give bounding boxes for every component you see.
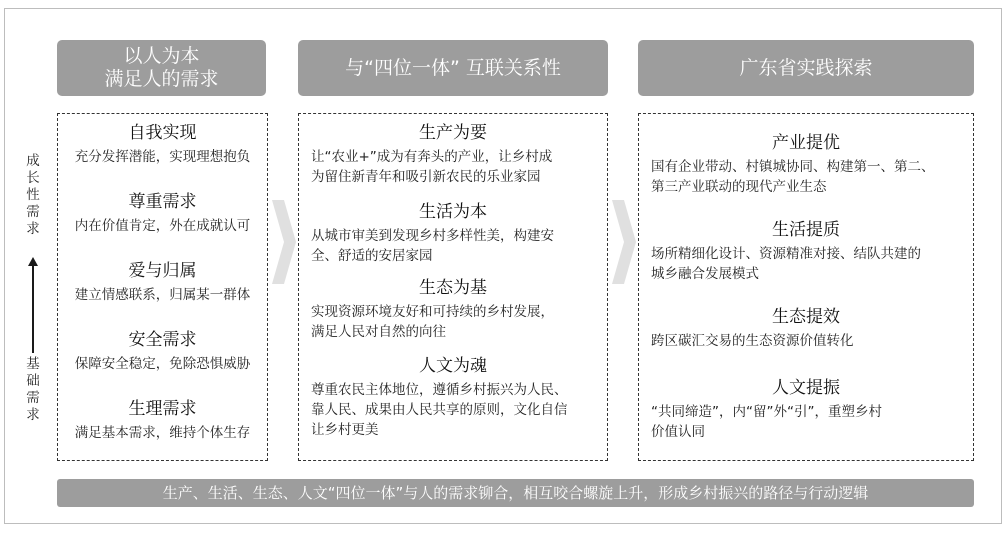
four-title: 生活为本 [419, 202, 487, 222]
desc-line: 第三产业联动的现代产业生态 [651, 179, 827, 195]
need-item [58, 191, 267, 236]
desc-line: “共同缔造”，内“留”外“引”，重塑乡村 [651, 404, 882, 420]
desc-line: 满足人民对自然的向往 [311, 324, 446, 340]
practice-item [639, 377, 973, 442]
practice-item [639, 132, 973, 197]
need-desc: 建立情感联系，归属某一群体 [74, 287, 251, 303]
desc-line: 场所精细化设计、资源精准对接、结队共建的 [651, 246, 921, 262]
desc-line: 全、舒适的安居家园 [311, 248, 433, 264]
need-title: 安全需求 [128, 330, 197, 350]
side-char: 基 [26, 356, 40, 372]
need-desc: 保障安全稳定，免除恐惧威胁 [74, 356, 251, 372]
four-title: 生产为要 [419, 123, 487, 143]
desc-line: 跨区碳汇交易的生态资源价值转化 [651, 333, 854, 349]
side-label-basic [24, 356, 42, 424]
need-desc: 充分发挥潜能，实现理想抱负 [74, 149, 251, 165]
footer-summary: 生产、生活、生态、人文“四位一体”与人的需求铆合，相互咬合螺旋上升，形成乡村振兴的路径与行动逻辑 [57, 479, 974, 507]
side-label-growth [24, 153, 42, 238]
need-item [58, 329, 267, 374]
practice-title: 生态提效 [772, 307, 840, 327]
side-char: 需 [26, 390, 40, 406]
need-item [58, 260, 267, 305]
need-title: 爱与归属 [128, 261, 197, 281]
side-char: 础 [26, 373, 40, 389]
practice-item [639, 306, 973, 351]
need-desc: 内在价值肯定，外在成就认可 [74, 218, 251, 234]
four-item [299, 201, 607, 266]
need-item [58, 122, 267, 167]
practice-title: 产业提优 [772, 133, 840, 153]
side-char: 性 [26, 187, 40, 203]
chevron-right-icon [272, 200, 296, 284]
header-left-line2: 满足人的需求 [104, 68, 219, 90]
desc-line: 让乡村更美 [311, 422, 379, 438]
side-char: 求 [26, 407, 40, 423]
four-item [299, 355, 607, 440]
practice-desc [651, 244, 961, 284]
need-title: 生理需求 [128, 399, 197, 419]
four-desc [311, 147, 595, 187]
header-middle [298, 40, 608, 96]
side-char: 求 [26, 221, 40, 237]
four-desc [311, 226, 595, 266]
need-title: 自我实现 [128, 123, 197, 143]
practice-title: 人文提振 [772, 378, 840, 398]
header-left-line1: 以人为本 [123, 45, 200, 67]
four-item [299, 122, 607, 187]
practice-desc [651, 331, 961, 351]
practice-item [639, 219, 973, 284]
desc-line: 从城市审美到发现乡村多样性美，构建安 [311, 228, 554, 244]
desc-line: 实现资源环境友好和可持续的乡村发展， [311, 304, 554, 320]
practice-desc [651, 402, 961, 442]
chevron-right-icon [612, 200, 636, 284]
need-title: 尊重需求 [128, 192, 197, 212]
desc-line: 为留住新青年和吸引新农民的乐业家园 [311, 169, 541, 185]
four-in-one-box [298, 113, 608, 461]
header-right [638, 40, 974, 96]
practice-title: 生活提质 [772, 220, 840, 240]
practice-desc [651, 157, 961, 197]
header-right-text: 广东省实践探索 [739, 56, 873, 79]
four-desc [311, 380, 595, 440]
four-desc [311, 302, 595, 342]
desc-line: 尊重农民主体地位，遵循乡村振兴为人民、 [311, 382, 568, 398]
desc-line: 价值认同 [651, 424, 705, 440]
needs-box [57, 113, 268, 461]
header-left [57, 40, 266, 96]
side-char: 长 [26, 170, 40, 186]
desc-line: 让“农业+”成为有奔头的产业，让乡村成 [311, 149, 553, 165]
desc-line: 城乡融合发展模式 [651, 266, 759, 282]
need-desc: 满足基本需求，维持个体生存 [74, 425, 251, 441]
four-title: 生态为基 [419, 278, 487, 298]
desc-line: 靠人民、成果由人民共享的原则，文化自信 [311, 402, 568, 418]
header-middle-text: 与“四位一体” 互联关系性 [345, 56, 561, 79]
arrow-shaft [32, 265, 34, 353]
four-item [299, 277, 607, 342]
four-title: 人文为魂 [419, 356, 487, 376]
side-char: 需 [26, 204, 40, 220]
desc-line: 国有企业带动、村镇城协同、构建第一、第二、 [651, 159, 935, 175]
practice-box [638, 113, 974, 461]
need-item [58, 398, 267, 443]
side-char: 成 [26, 153, 40, 169]
